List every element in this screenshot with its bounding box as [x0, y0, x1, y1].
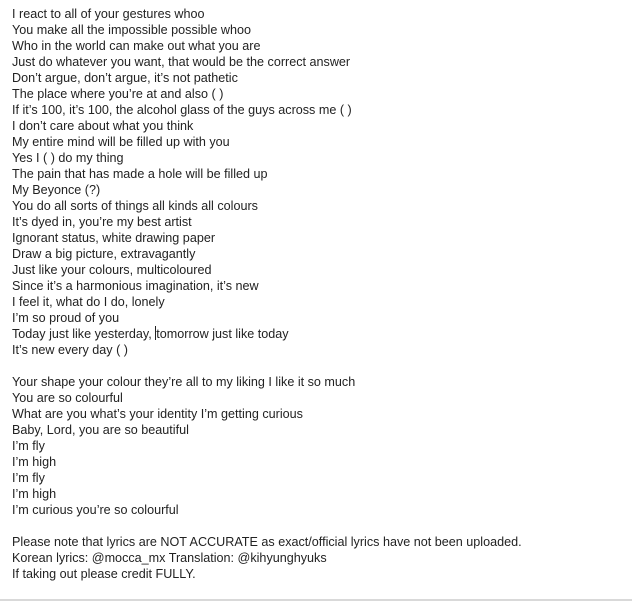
lyric-line: Draw a big picture, extravagantly — [12, 247, 196, 261]
lyric-line: Since it’s a harmonious imagination, it’s new — [12, 279, 259, 293]
blank-line — [12, 358, 632, 374]
lyric-line: I’m so proud of you — [12, 311, 120, 325]
lyric-line: I don’t care about what you think — [12, 119, 194, 133]
lyrics-verse-1 — [12, 6, 632, 358]
lyric-text-after-caret: tomorrow just like today — [156, 327, 289, 341]
lyric-line: Who in the world can make out what you are — [12, 39, 261, 53]
lyrics-verse-2 — [12, 374, 632, 518]
lyric-line: The pain that has made a hole will be filled up — [12, 167, 268, 181]
lyric-line: I’m fly — [12, 439, 45, 453]
lyric-line: You do all sorts of things all kinds all colours — [12, 199, 258, 213]
lyric-line: I’m fly — [12, 471, 45, 485]
lyric-line: You make all the impossible possible whoo — [12, 23, 251, 37]
lyric-line: It’s new every day ( ) — [12, 343, 128, 357]
blank-line — [12, 518, 632, 534]
lyric-line: Ignorant status, white drawing paper — [12, 231, 216, 245]
lyric-line: If it’s 100, it’s 100, the alcohol glass of the guys across me ( ) — [12, 103, 352, 117]
credits-notes — [12, 534, 632, 582]
lyric-line: The place where you’re at and also ( ) — [12, 87, 224, 101]
lyric-line-with-caret — [12, 326, 632, 342]
lyric-line: Yes I ( ) do my thing — [12, 151, 124, 165]
lyric-line: It’s dyed in, you’re my best artist — [12, 215, 192, 229]
note-line: Please note that lyrics are NOT ACCURATE as exact/official lyrics have not been uploaded. — [12, 535, 522, 549]
lyric-line: My Beyonce (?) — [12, 183, 101, 197]
lyric-line: Baby, Lord, you are so beautiful — [12, 423, 189, 437]
lyric-line: You are so colourful — [12, 391, 123, 405]
lyric-line: Just do whatever you want, that would be the correct answer — [12, 55, 351, 69]
lyric-line: I feel it, what do I do, lonely — [12, 295, 165, 309]
lyric-line: I’m high — [12, 487, 57, 501]
lyric-text-before-caret: Today just like yesterday, — [12, 327, 156, 341]
lyric-line: Your shape your colour they’re all to my liking I like it so much — [12, 375, 356, 389]
lyric-line: Don’t argue, don’t argue, it’s not pathetic — [12, 71, 238, 85]
note-line: If taking out please credit FULLY. — [12, 567, 196, 581]
lyric-line: What are you what’s your identity I’m getting curious — [12, 407, 303, 421]
lyric-line: I’m curious you’re so colourful — [12, 503, 179, 517]
lyric-line: I’m high — [12, 455, 57, 469]
note-line: Korean lyrics: @mocca_mx Translation: @kihyunghyuks — [12, 551, 327, 565]
lyric-line: My entire mind will be filled up with you — [12, 135, 230, 149]
lyric-line: I react to all of your gestures whoo — [12, 7, 205, 21]
lyric-line: Just like your colours, multicoloured — [12, 263, 212, 277]
